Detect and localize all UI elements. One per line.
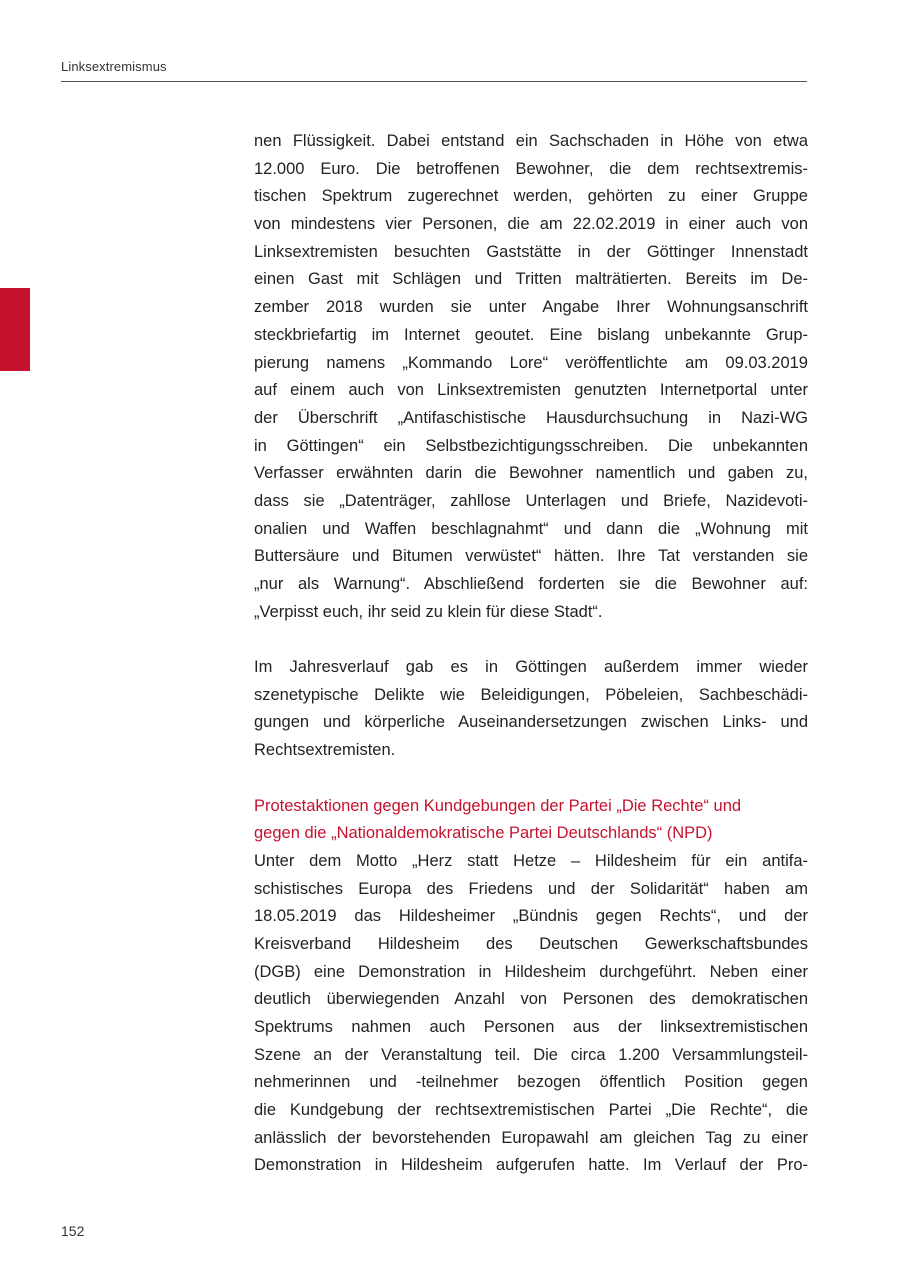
- section-heading-line: Protestaktionen gegen Kundgebungen der Partei „Die Rechte“ und: [254, 796, 742, 815]
- text-line: Buttersäure und Bitumen verwüstet“ hätten. Ihre Tat verstanden sie: [254, 547, 808, 566]
- text-line: anlässlich der bevorstehenden Europawahl am gleichen Tag zu einer: [254, 1128, 808, 1147]
- text-line: (DGB) eine Demonstration in Hildesheim durchgeführt. Neben einer: [254, 962, 808, 981]
- text-line: Verfasser erwähnten darin die Bewohner namentlich und gaben zu,: [254, 464, 808, 483]
- text-line: nehmerinnen und -teilnehmer bezogen öffentlich Position gegen: [254, 1073, 808, 1092]
- page-number: 152: [61, 1223, 85, 1239]
- text-line: schistisches Europa des Friedens und der Solidarität“ haben am: [254, 879, 808, 898]
- text-line: Im Jahresverlauf gab es in Göttingen außerdem immer wieder: [254, 658, 808, 677]
- text-line: von mindestens vier Personen, die am 22.02.2019 in einer auch von: [254, 215, 808, 234]
- chapter-side-tab: [0, 288, 30, 371]
- text-line: deutlich überwiegenden Anzahl von Personen des demokratischen: [254, 990, 808, 1009]
- text-line: Spektrums nahmen auch Personen aus der linksextremistischen: [254, 1018, 808, 1036]
- text-line: Unter dem Motto „Herz statt Hetze – Hildesheim für ein antifa-: [254, 851, 808, 870]
- section-heading: [254, 793, 808, 848]
- header-rule: [61, 81, 807, 82]
- text-line: die Kundgebung der rechtsextremistischen Partei „Die Rechte“, die: [254, 1101, 808, 1120]
- text-line: steckbriefartig im Internet geoutet. Eine bislang unbekannte Grup-: [254, 325, 808, 344]
- section-body: [254, 848, 808, 1180]
- text-line: „nur als Warnung“. Abschließend forderten sie die Bewohner auf:: [254, 575, 808, 593]
- text-line: tischen Spektrum zugerechnet werden, gehörten zu einer Gruppe: [254, 187, 808, 206]
- section-heading-line: gegen die „Nationaldemokratische Partei Deutschlands“ (NPD): [254, 824, 713, 843]
- text-line: Szene an der Veranstaltung teil. Die circa 1.200 Versammlungsteil-: [254, 1045, 808, 1064]
- text-line: Kreisverband Hildesheim des Deutschen Gewerkschaftsbundes: [254, 934, 808, 953]
- text-line: pierung namens „Kommando Lore“ veröffentlichte am 09.03.2019: [254, 353, 808, 372]
- body-text-column: [254, 128, 808, 1180]
- paragraph-spacer: [254, 626, 808, 654]
- text-line: in Göttingen“ ein Selbstbezichtigungsschreiben. Die unbekannten: [254, 436, 808, 455]
- paragraph-1: [254, 128, 808, 626]
- text-line: der Überschrift „Antifaschistische Hausdurchsuchung in Nazi-WG: [254, 408, 808, 427]
- text-line: Demonstration in Hildesheim aufgerufen hatte. Im Verlauf der Pro-: [254, 1156, 808, 1175]
- text-line: Rechtsextremisten.: [254, 741, 396, 760]
- text-line: zember 2018 wurden sie unter Angabe Ihrer Wohnungsanschrift: [254, 298, 808, 317]
- running-head-title: Linksextremismus: [61, 59, 167, 74]
- text-line: onalien und Waffen beschlagnahmt“ und dann die „Wohnung mit: [254, 519, 808, 538]
- text-line: dass sie „Datenträger, zahllose Unterlagen und Briefe, Nazidevoti-: [254, 491, 808, 510]
- text-line: Linksextremisten besuchten Gaststätte in der Göttinger Innenstadt: [254, 242, 808, 261]
- text-line: auf einem auch von Linksextremisten genutzten Internetportal unter: [254, 381, 808, 400]
- text-line: 18.05.2019 das Hildesheimer „Bündnis gegen Rechts“, und der: [254, 907, 808, 926]
- paragraph-2: [254, 654, 808, 765]
- text-line: 12.000 Euro. Die betroffenen Bewohner, die dem rechtsextremis-: [254, 159, 808, 178]
- text-line: szenetypische Delikte wie Beleidigungen, Pöbeleien, Sachbeschädi-: [254, 685, 808, 704]
- text-line: nen Flüssigkeit. Dabei entstand ein Sachschaden in Höhe von etwa: [254, 132, 808, 150]
- paragraph-spacer: [254, 765, 808, 793]
- text-line: gungen und körperliche Auseinandersetzungen zwischen Links- und: [254, 713, 808, 732]
- text-line: einen Gast mit Schlägen und Tritten malträtierten. Bereits im De-: [254, 270, 808, 289]
- text-line: „Verpisst euch, ihr seid zu klein für diese Stadt“.: [254, 602, 603, 621]
